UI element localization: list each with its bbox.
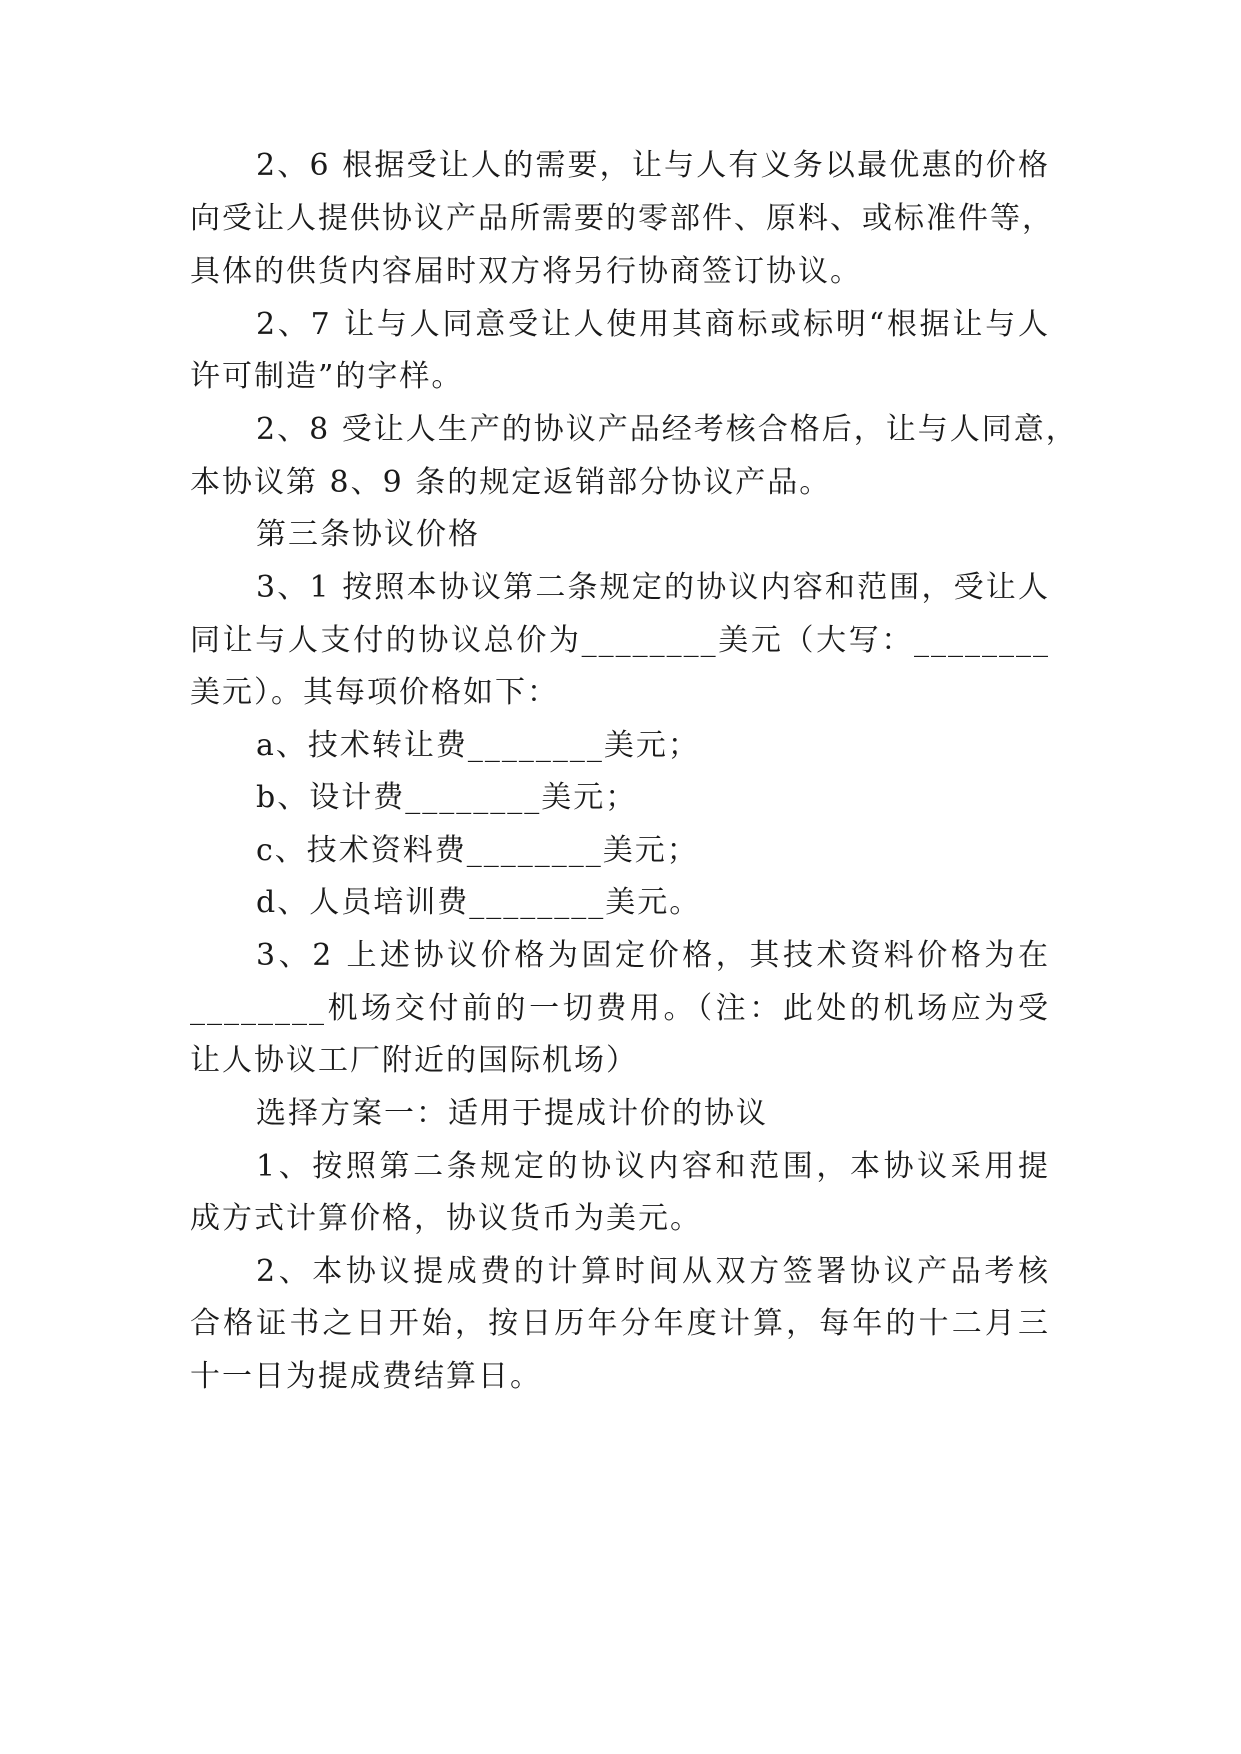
paragraph-line: 3、1 按照本协议第二条规定的协议内容和范围，受让人 <box>256 570 1050 605</box>
paragraph-line: 本协议第 8、9 条的规定返销部分协议产品。 <box>190 465 832 500</box>
paragraph-line: 2、8 受让人生产的协议产品经考核合格后，让与人同意， <box>256 412 1078 447</box>
paragraph-line: 1、按照第二条规定的协议内容和范围，本协议采用提 <box>256 1149 1050 1184</box>
paragraph-line: 同让与人支付的协议总价为________美元（大写：________ <box>190 623 1050 658</box>
paragraph-line: 许可制造”的字样。 <box>190 359 464 394</box>
section-heading: 选择方案一：适用于提成计价的协议 <box>256 1096 768 1131</box>
paragraph-line: 让人协议工厂附近的国际机场） <box>190 1043 638 1078</box>
paragraph-line: 成方式计算价格，协议货币为美元。 <box>190 1201 702 1236</box>
price-item: a、技术转让费________美元； <box>256 728 700 763</box>
paragraph-line: 2、本协议提成费的计算时间从双方签署协议产品考核 <box>256 1254 1050 1289</box>
paragraph-line: 向受让人提供协议产品所需要的零部件、原料、或标准件等， <box>190 201 1054 236</box>
paragraph-line: 美元）。其每项价格如下： <box>190 675 559 710</box>
price-item: b、设计费________美元； <box>256 780 638 815</box>
paragraph-line: 3、2 上述协议价格为固定价格，其技术资料价格为在 <box>256 938 1050 973</box>
price-item: c、技术资料费________美元； <box>256 833 699 868</box>
paragraph-line: 十一日为提成费结算日。 <box>190 1359 542 1394</box>
paragraph-line: 合格证书之日开始，按日历年分年度计算，每年的十二月三 <box>190 1306 1050 1341</box>
paragraph-line: 2、6 根据受让人的需要，让与人有义务以最优惠的价格 <box>256 148 1050 183</box>
price-item: d、人员培训费________美元。 <box>256 885 702 920</box>
paragraph-line: 2、7 让与人同意受让人使用其商标或标明“根据让与人 <box>256 307 1050 342</box>
paragraph-line: 具体的供货内容届时双方将另行协商签订协议。 <box>190 254 862 289</box>
section-heading: 第三条协议价格 <box>256 517 480 552</box>
paragraph-line: ________机场交付前的一切费用。（注：此处的机场应为受 <box>190 991 1050 1026</box>
